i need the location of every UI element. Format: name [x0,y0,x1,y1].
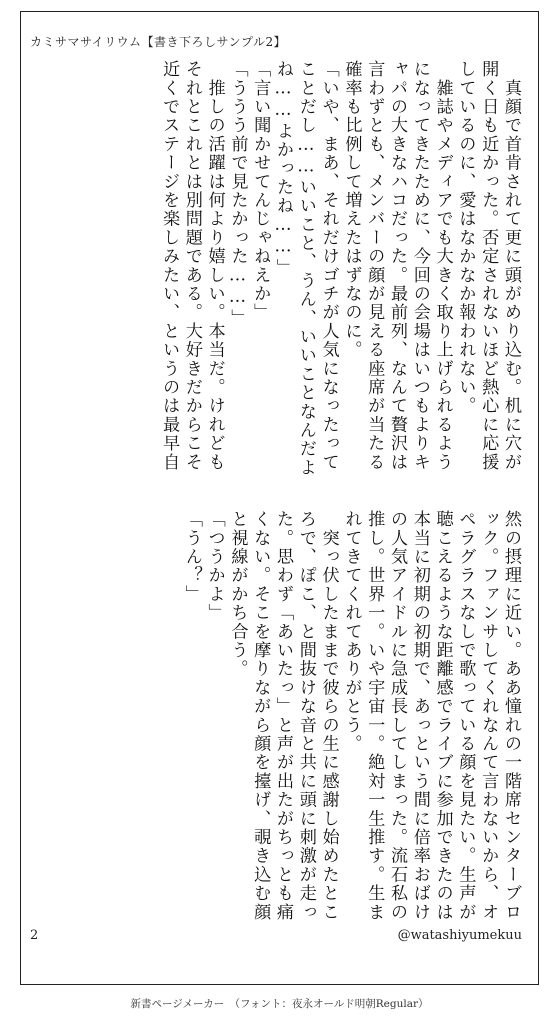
paragraph: 然の摂理に近い。ああ憧れの一階席センターブロック。ファンサしてくれなんて言わないから、オペラグラスなしで歌っている顔を見たい。生声が聴こえるような距離感でライブに参加できたのは本当に初期の初期で、あっという間に倍率おばけの人気アイドルに急成長してしまった。流石私の推し。世界一。いや宇宙一。絶対一生推す。生まれてきてくれてありがとう。 [341,510,521,922]
author-handle: @watashiyumekuu [397,928,522,943]
generator-credit: 新書ページメーカー （フォント：夜永オールド明朝Regular） [130,998,429,1010]
paragraph: 「うん？」 [181,510,202,604]
text-block-upper [38,60,522,484]
paragraph: 突っ伏したままで彼らの生に感謝し始めたところで、ぽこ、と間抜けな音と共に頭に刺激が走った。思わず「あいたっ」と声が出たがちっとも痛くない。そこを摩りながら顔を擡げ、覗き込む顔と視線がかち合う。 [227,510,339,922]
paragraph: 推しの活躍は何より嬉しい。本当だ。けれどもそれとこれとは別問題である。大好きだからこそ近くでステージを楽しみたい、というのは最早自 [159,60,225,472]
paragraph: 「つうかよ」 [204,510,225,623]
running-header: カミサマサイリウム【書き下ろしサンプル2】 [30,35,287,49]
paragraph: 「いや、まあ、それだけゴチが人気になったってことだし……いいこと、うん、いいことなんだよね……よかったね……」 [273,60,339,477]
paragraph: 雑誌やメディアでも大きく取り上げられるようになってきたために、今回の会場はいつもよりキャパの大きなハコだった。最前列、なんて贅沢は言わずとも、メンバーの顔が見える座席が当たる確率も比例して増えたはずなのに。 [341,60,453,472]
text-block-lower [38,510,522,934]
paragraph: 「ううう前で見たかった……」 [227,60,248,328]
paragraph: 真顔で首肯されて更に頭がめり込む。机に穴が開く日も近かった。否定されないほど熱心に応援しているのに、愛はなかなか報われない。 [455,60,521,472]
page-number: 2 [30,928,39,943]
paragraph: 「言い聞かせてんじゃねえか」 [250,60,271,322]
